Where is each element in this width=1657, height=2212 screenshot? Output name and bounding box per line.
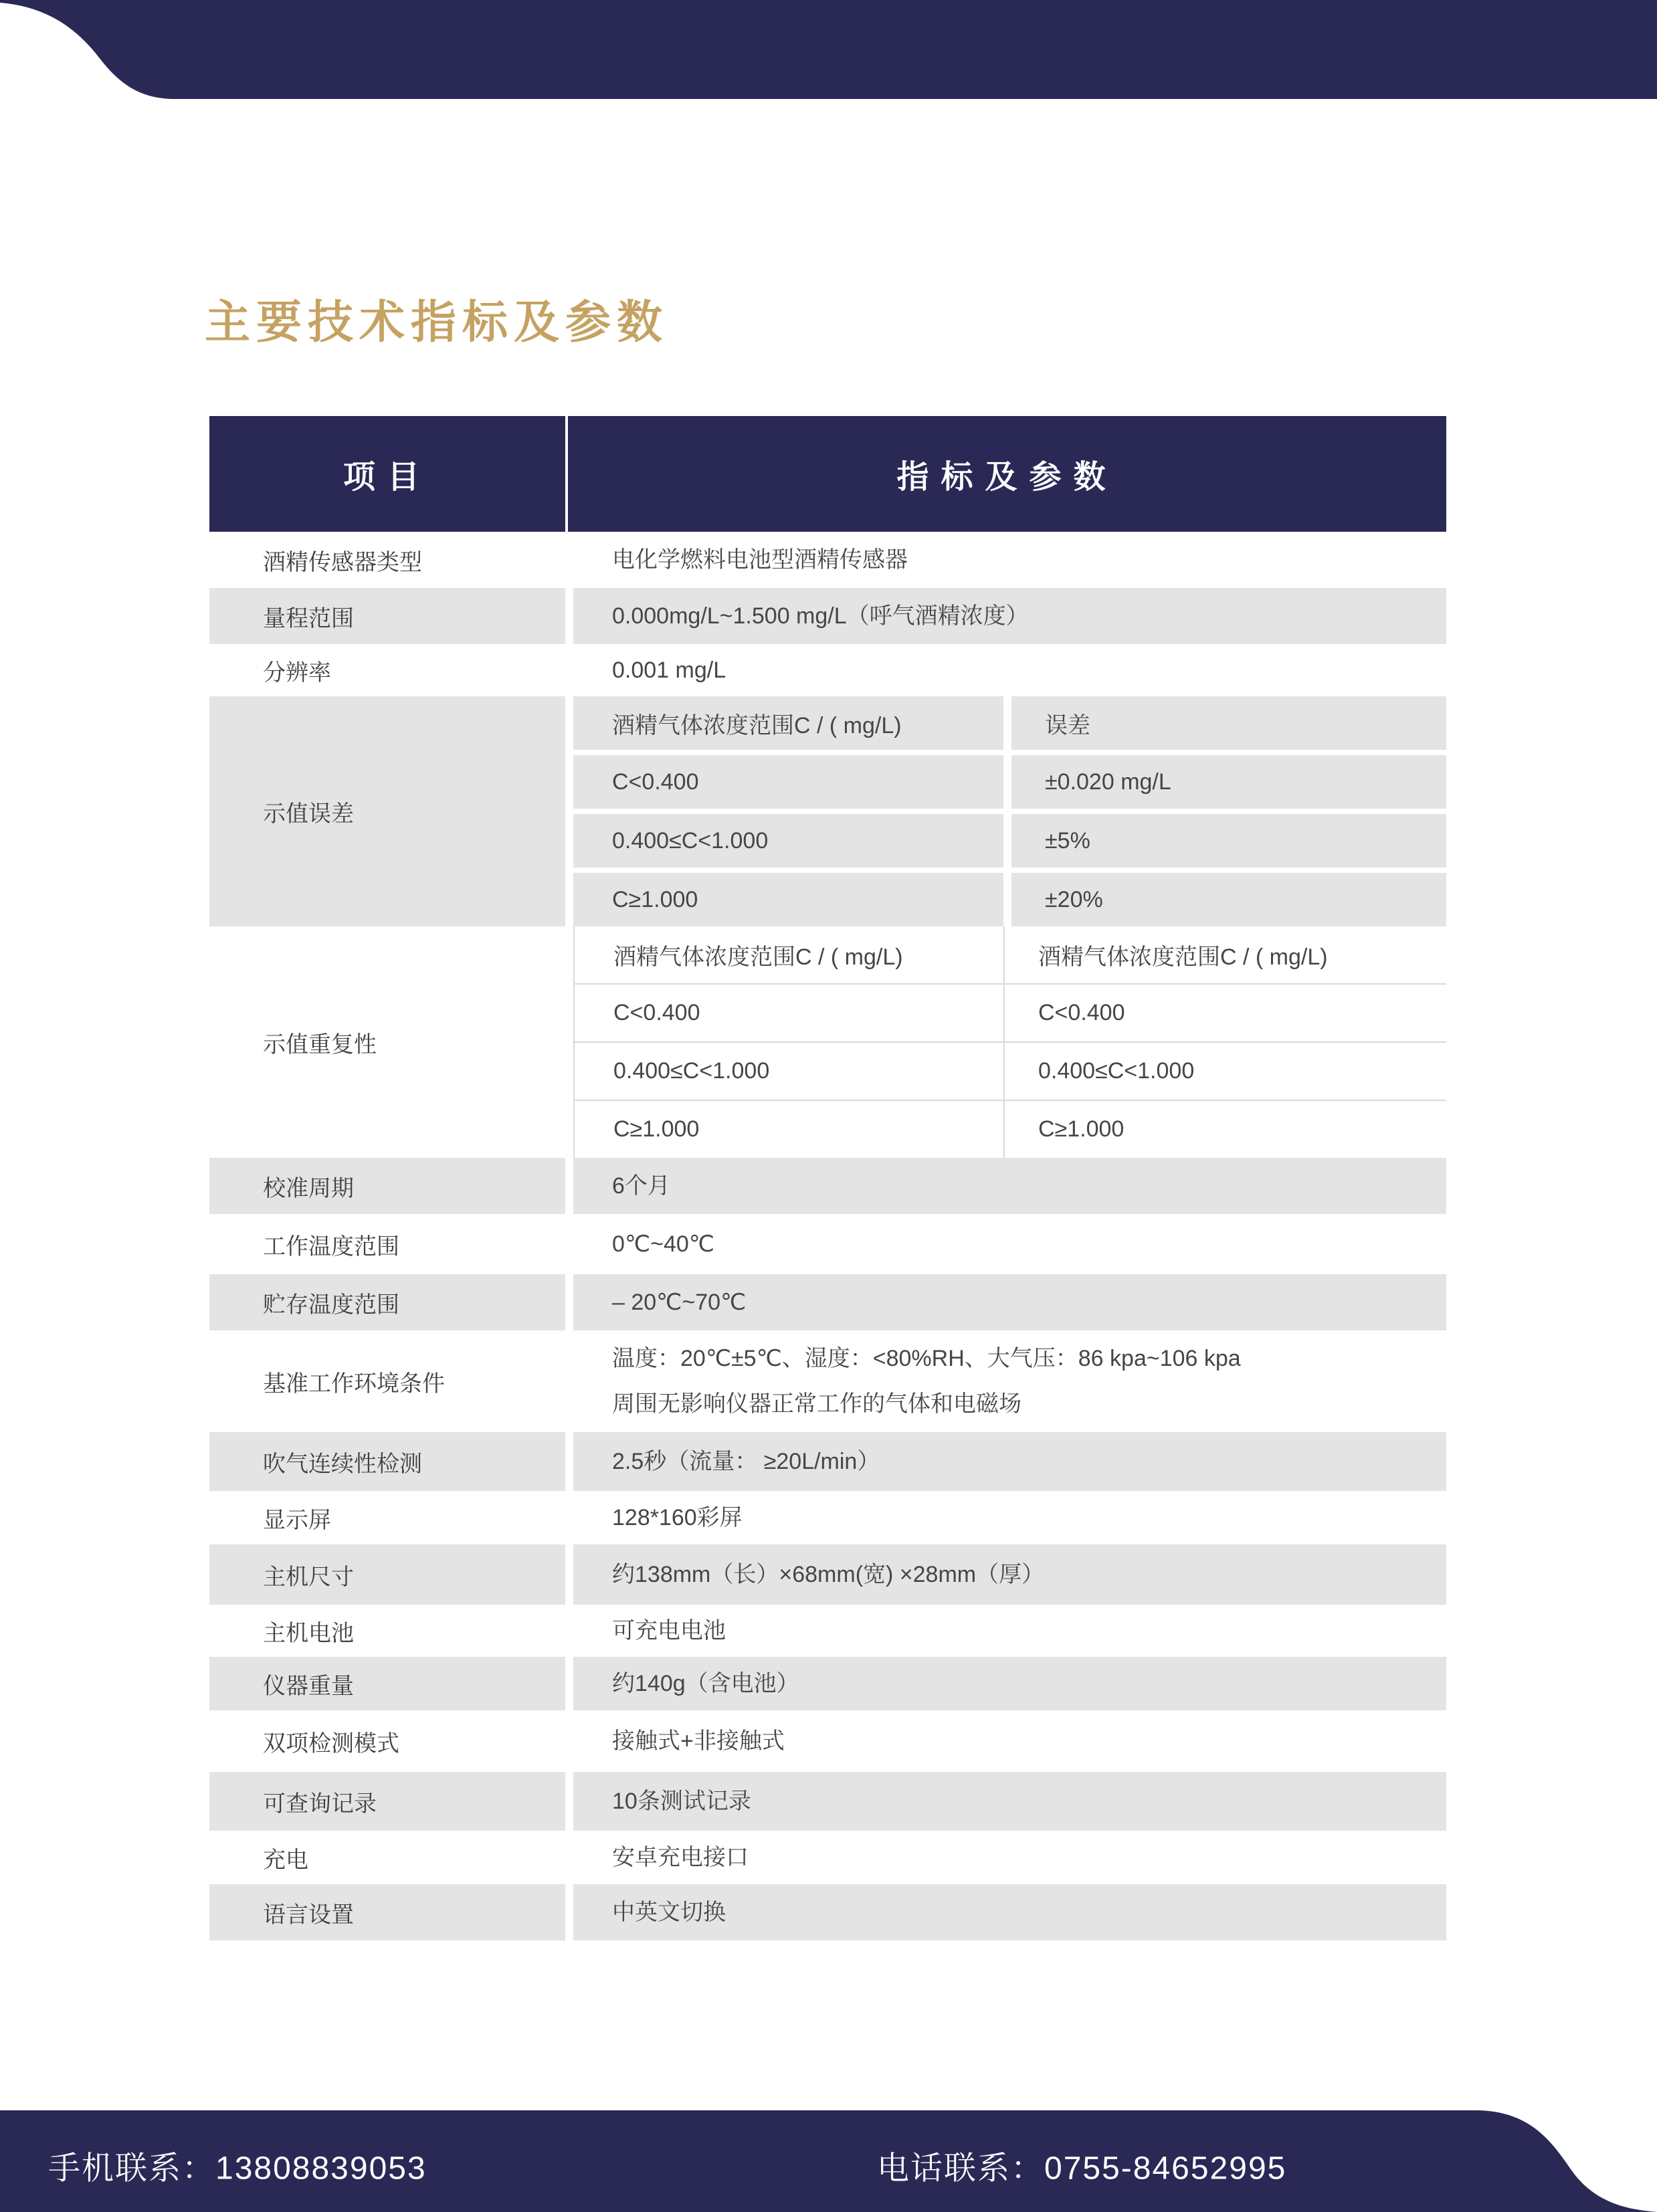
row-value (573, 1884, 1446, 1940)
subcolumn-gap (1003, 814, 1011, 868)
table-row (209, 696, 1446, 926)
row-value (573, 1710, 1446, 1772)
row-label: 充电 (263, 1847, 308, 1873)
row-value (573, 1330, 1446, 1432)
row-value-line: 6个月 (612, 1173, 670, 1199)
row-value (573, 1158, 1446, 1214)
column-gap (565, 1772, 573, 1831)
row-label: 显示屏 (263, 1507, 331, 1533)
column-gap (565, 1710, 573, 1772)
table-row (209, 588, 1446, 644)
subcell-range: C<0.400 (573, 755, 1003, 809)
mobile-contact: 手机联系：13808839053 (48, 2150, 427, 2187)
column-gap (565, 1432, 573, 1491)
column-gap (565, 588, 573, 644)
row-value-line: 电化学燃料电池型酒精传感器 (612, 547, 908, 573)
row-label: 基准工作环境条件 (263, 1371, 445, 1397)
column-gap (565, 1884, 573, 1940)
row-label: 双项检测模式 (263, 1730, 399, 1756)
row-label: 示值误差 (209, 696, 565, 926)
subcolumn-header: 酒精气体浓度范围C / ( mg/L) (573, 696, 1003, 750)
subcell-value: 0.400≤C<1.000 (1038, 1058, 1195, 1084)
subrow-divider (573, 809, 1446, 814)
table-row (209, 1158, 1446, 1214)
row-label: 校准周期 (209, 1158, 565, 1214)
page-title: 主要技术指标及参数 (205, 297, 669, 348)
column-gap (565, 1605, 573, 1657)
table-row (209, 926, 1446, 1158)
row-value (573, 1772, 1446, 1831)
row-value-line: 接触式+非接触式 (612, 1728, 785, 1754)
subtable (573, 696, 1446, 926)
subcolumn-header: 误差 (1011, 696, 1446, 750)
spec-table (209, 416, 1446, 1940)
table-body (209, 532, 1446, 1940)
table-header-row (209, 416, 1446, 532)
column-gap (565, 532, 573, 588)
row-value-line: 0℃~40℃ (612, 1231, 714, 1257)
row-label: 吹气连续性检测 (209, 1432, 565, 1491)
subcell-value: C<0.400 (1038, 1000, 1125, 1025)
column-gap (565, 1158, 573, 1214)
row-label: 语言设置 (209, 1884, 565, 1940)
row-value-line: 2.5秒（流量： ≥20L/min） (612, 1449, 880, 1474)
column-gap (565, 1274, 573, 1330)
row-value-line: – 20℃~70℃ (612, 1290, 747, 1315)
subtable (573, 926, 1446, 1158)
column-gap (565, 1831, 573, 1884)
row-value-line: 0.001 mg/L (612, 658, 726, 683)
row-label: 量程范围 (209, 588, 565, 644)
subcell-range: C≥1.000 (575, 1101, 1005, 1158)
top-banner-shape (0, 0, 1657, 102)
phone-contact: 电话联系：0755-84652995 (877, 2150, 1287, 2187)
subtable-row (575, 1043, 1446, 1100)
table-row (209, 1657, 1446, 1710)
row-value (573, 1831, 1446, 1884)
subtable-row (573, 814, 1446, 868)
table-row (209, 1884, 1446, 1940)
row-value (573, 1657, 1446, 1710)
subtable-row (573, 755, 1446, 809)
row-label: 酒精传感器类型 (263, 549, 422, 575)
subcolumn-gap (1003, 755, 1011, 809)
row-value-line: 约138mm（长）×68mm(宽) ×28mm（厚） (612, 1562, 1045, 1587)
subcell-range: C≥1.000 (573, 873, 1003, 926)
subcell-value: C≥1.000 (1038, 1116, 1125, 1142)
row-value (573, 644, 1446, 696)
subrow-divider (573, 868, 1446, 873)
row-value-line: 温度：20℃±5℃、湿度：<80%RH、大气压：86 kpa~106 kpa (612, 1346, 1241, 1371)
row-value (573, 532, 1446, 588)
subrow-divider (573, 750, 1446, 755)
table-row (209, 1274, 1446, 1330)
row-value-line: 可充电电池 (612, 1618, 726, 1643)
subcolumn-gap (1003, 696, 1011, 750)
row-value-line: 0.000mg/L~1.500 mg/L（呼气酒精浓度） (612, 603, 1029, 629)
table-row (209, 1710, 1446, 1772)
column-gap (565, 1657, 573, 1710)
subcell-value: ±5% (1011, 814, 1446, 868)
subcell-range: C<0.400 (575, 985, 1005, 1041)
table-row (209, 1605, 1446, 1657)
subtable-row (575, 985, 1446, 1041)
column-gap (565, 696, 573, 926)
row-value-line: 周围无影响仪器正常工作的气体和电磁场 (612, 1391, 1021, 1417)
row-value-line: 约140g（含电池） (612, 1671, 799, 1696)
table-header-item-column: 项目 (343, 460, 431, 495)
row-value-line: 安卓充电接口 (612, 1845, 749, 1870)
subcell-value: ±0.020 mg/L (1011, 755, 1446, 809)
row-value (573, 1605, 1446, 1657)
table-header-params-column: 指标及参数 (896, 460, 1118, 495)
row-value (573, 1274, 1446, 1330)
row-label: 仪器重量 (209, 1657, 565, 1710)
row-label: 分辨率 (263, 660, 331, 686)
subcell-value: ±20% (1011, 873, 1446, 926)
row-label: 可查询记录 (209, 1772, 565, 1831)
row-value (573, 1432, 1446, 1491)
row-value-line: 10条测试记录 (612, 1789, 751, 1814)
table-row (209, 1432, 1446, 1491)
column-gap (565, 1544, 573, 1605)
subtable-row (573, 873, 1446, 926)
row-label: 工作温度范围 (263, 1233, 399, 1260)
row-label: 示值重复性 (263, 1031, 377, 1058)
row-value (573, 1544, 1446, 1605)
column-gap (565, 1491, 573, 1544)
subcolumn-header: 酒精气体浓度范围C / ( mg/L) (575, 926, 1005, 983)
footer-banner (0, 2110, 1657, 2212)
subcell-range: 0.400≤C<1.000 (575, 1043, 1005, 1100)
table-row (209, 644, 1446, 696)
subtable-header-row (573, 696, 1446, 750)
table-row (209, 1544, 1446, 1605)
table-row (209, 1772, 1446, 1831)
column-gap (565, 926, 573, 1158)
table-row (209, 1831, 1446, 1884)
subcolumn-header: 酒精气体浓度范围C / ( mg/L) (1038, 944, 1328, 970)
column-gap (565, 644, 573, 696)
row-value-line: 中英文切换 (612, 1900, 726, 1925)
subcolumn-gap (1003, 873, 1011, 926)
row-value (573, 1214, 1446, 1274)
table-row (209, 1491, 1446, 1544)
row-value-line: 128*160彩屏 (612, 1505, 743, 1530)
row-label: 贮存温度范围 (209, 1274, 565, 1330)
row-value (573, 588, 1446, 644)
row-label: 主机尺寸 (209, 1544, 565, 1605)
subcell-range: 0.400≤C<1.000 (573, 814, 1003, 868)
subtable-header-row (575, 926, 1446, 983)
row-label: 主机电池 (263, 1620, 354, 1646)
table-row (209, 1330, 1446, 1432)
column-gap (565, 1330, 573, 1432)
table-row (209, 1214, 1446, 1274)
subtable-row (575, 1101, 1446, 1158)
row-value (573, 1491, 1446, 1544)
table-row (209, 532, 1446, 588)
column-gap (565, 1214, 573, 1274)
